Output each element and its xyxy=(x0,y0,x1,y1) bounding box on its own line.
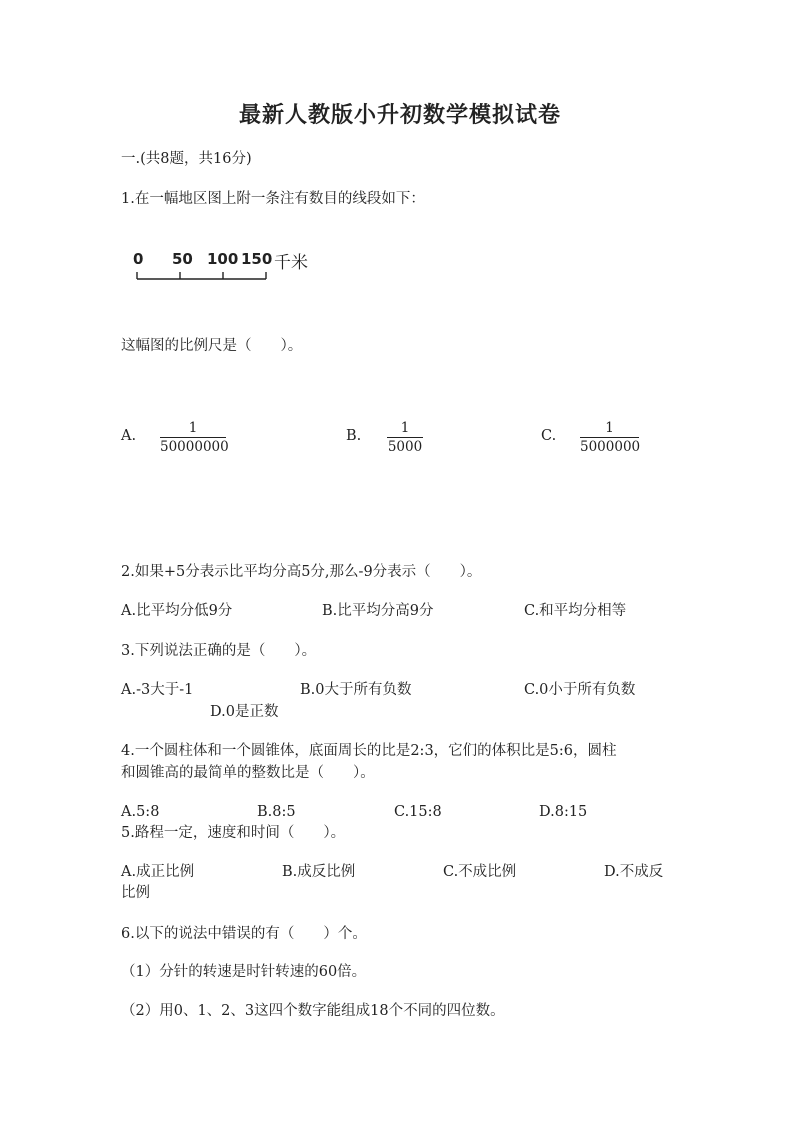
question-2-stem: 2.如果+5分表示比平均分高5分,那么-9分表示（ ）。 xyxy=(121,564,482,580)
question-2-option-a[interactable]: A.比平均分低9分 xyxy=(121,603,233,619)
question-5-option-a[interactable]: A.成正比例 xyxy=(121,864,195,880)
question-5-option-c[interactable]: C.不成比例 xyxy=(443,864,517,880)
option-letter: B. xyxy=(346,428,362,444)
section-header: 一.(共8题，共16分) xyxy=(121,151,252,167)
question-4-stem-line-2: 和圆锥高的最简单的整数比是（ ）。 xyxy=(121,765,375,781)
question-4-option-c[interactable]: C.15:8 xyxy=(394,804,442,820)
option-fraction xyxy=(160,420,229,455)
question-1-stem: 1.在一幅地区图上附一条注有数目的线段如下： xyxy=(121,191,425,207)
question-5-option-d[interactable]: D.不成反 xyxy=(604,864,664,880)
question-2-option-c[interactable]: C.和平均分相等 xyxy=(524,603,627,619)
scale-label-50: 50 xyxy=(172,250,193,268)
question-4-option-d[interactable]: D.8:15 xyxy=(539,804,588,820)
fraction-numerator: 1 xyxy=(188,420,198,436)
page-title: 最新人教版小升初数学模拟试卷 xyxy=(238,102,561,128)
option-letter: A. xyxy=(121,428,137,444)
question-3-option-c[interactable]: C.0小于所有负数 xyxy=(524,682,636,698)
scale-label-0: 0 xyxy=(133,250,144,268)
scale-unit-label: 千米 xyxy=(274,253,308,273)
question-5-stem: 5.路程一定，速度和时间（ ）。 xyxy=(121,825,346,841)
question-2-option-b[interactable]: B.比平均分高9分 xyxy=(322,603,434,619)
option-fraction xyxy=(387,420,423,455)
question-6-stem: 6.以下的说法中错误的有（ ）个。 xyxy=(121,926,367,942)
question-1-prompt: 这幅图的比例尺是（ ）。 xyxy=(121,338,303,354)
question-5-option-d-wrap: 比例 xyxy=(121,885,150,901)
scale-label-100: 100 xyxy=(207,250,239,268)
question-3-stem: 3.下列说法正确的是（ ）。 xyxy=(121,643,317,659)
question-4-option-b[interactable]: B.8:5 xyxy=(257,804,296,820)
fraction-denominator: 5000000 xyxy=(580,439,641,455)
question-4-stem-line-1: 4.一个圆柱体和一个圆锥体，底面周长的比是2:3，它们的体积比是5:6，圆柱 xyxy=(121,743,617,759)
option-letter: C. xyxy=(541,428,557,444)
scale-label-150: 150 xyxy=(241,250,273,268)
question-6-item-1: （1）分针的转速是时针转速的60倍。 xyxy=(121,964,367,980)
option-fraction xyxy=(580,420,639,455)
question-6-item-2: （2）用0、1、2、3这四个数字能组成18个不同的四位数。 xyxy=(121,1003,505,1019)
question-3-option-a[interactable]: A.-3大于-1 xyxy=(121,682,194,698)
scale-bar-line xyxy=(130,268,275,284)
question-3-option-d[interactable]: D.0是正数 xyxy=(210,704,279,720)
question-4-option-a[interactable]: A.5:8 xyxy=(121,804,160,820)
fraction-numerator: 1 xyxy=(400,420,410,436)
question-3-option-b[interactable]: B.0大于所有负数 xyxy=(300,682,412,698)
fraction-numerator: 1 xyxy=(605,420,614,436)
fraction-denominator: 50000000 xyxy=(160,439,229,455)
fraction-denominator: 5000 xyxy=(387,439,423,455)
question-5-option-b[interactable]: B.成反比例 xyxy=(282,864,356,880)
